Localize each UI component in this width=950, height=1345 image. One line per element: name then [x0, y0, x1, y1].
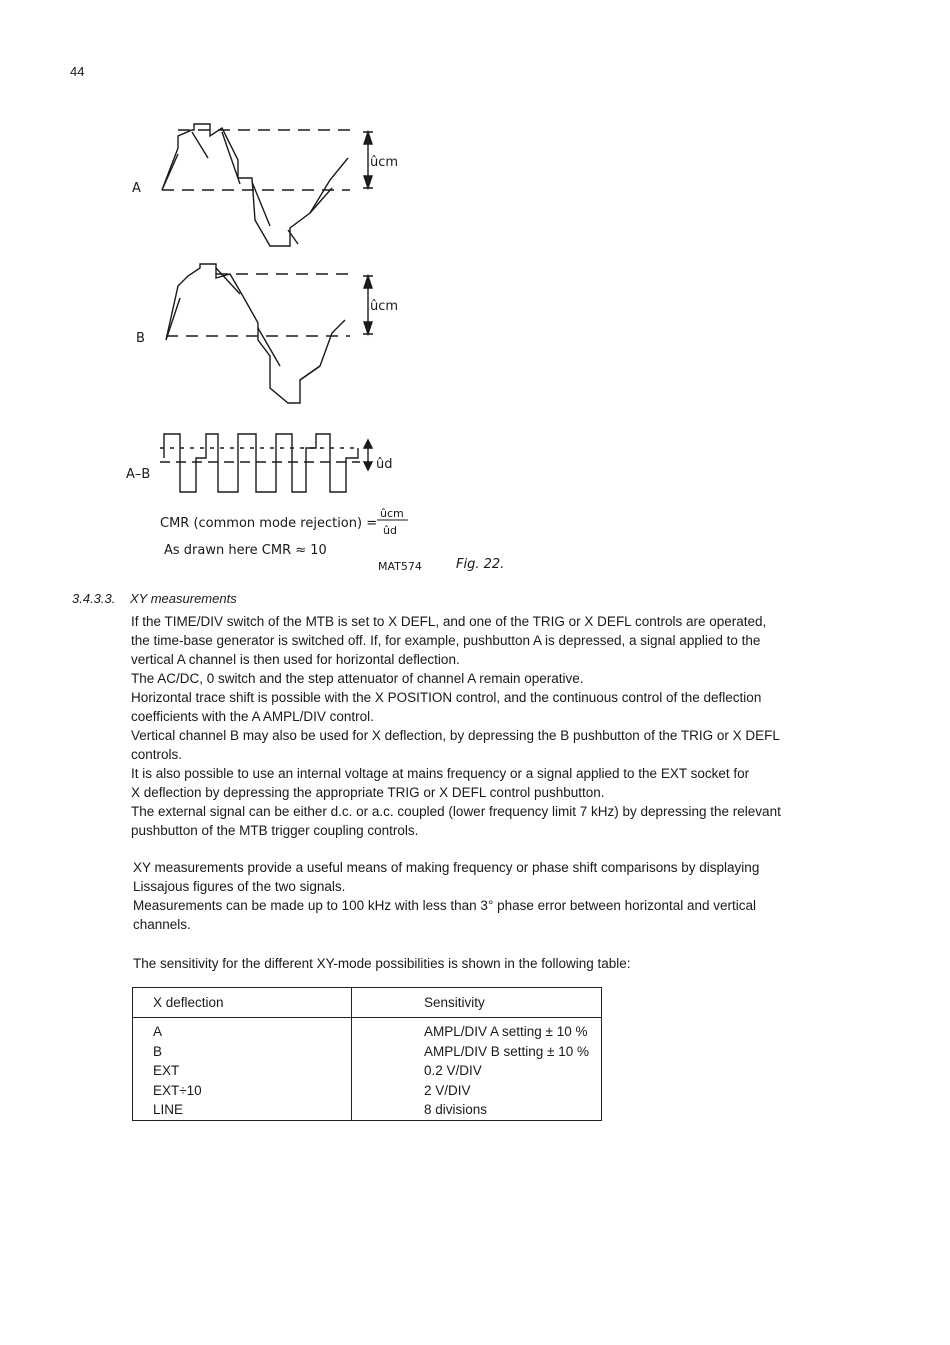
waveform-a-minus-b: [160, 434, 372, 492]
ucm-a-label: ûcm: [370, 155, 399, 170]
page-number: 44: [70, 64, 85, 79]
column-header-sensitivity: Sensitivity: [352, 988, 602, 1018]
table-cell: 2 V/DIV: [352, 1081, 602, 1101]
sensitivity-intro: The sensitivity for the different XY-mode possibilities is shown in the following table:: [133, 956, 631, 971]
text-line: XY measurements provide a useful means of making frequency or phase shift comparisons by displaying: [133, 860, 760, 875]
cmr-label: CMR (common mode rejection) =: [160, 516, 378, 531]
table-cell: A: [133, 1018, 352, 1042]
table-row: [133, 1061, 602, 1081]
table-row: [133, 1100, 602, 1120]
text-line: The AC/DC, 0 switch and the step attenuator of channel A remain operative.: [131, 671, 584, 686]
paragraph-xy-deflection: [131, 612, 851, 840]
waveform-b: [166, 264, 373, 403]
figure-code: MAT574: [378, 560, 422, 573]
section-number: 3.4.3.3.: [72, 591, 116, 606]
text-line: If the TIME/DIV switch of the MTB is set to X DEFL, and one of the TRIG or X DEFL controls are operated,: [131, 614, 767, 629]
figure-22-cmr-waveforms: [120, 118, 520, 588]
text-line: controls.: [131, 747, 183, 762]
text-line: vertical A channel is then used for horizontal deflection.: [131, 652, 460, 667]
table-cell: AMPL/DIV B setting ± 10 %: [352, 1042, 602, 1062]
text-line: pushbutton of the MTB trigger coupling controls.: [131, 823, 419, 838]
table-row: [133, 1042, 602, 1062]
text-line: Vertical channel B may also be used for X deflection, by depressing the B pushbutton of the TRIG or X DEFL: [131, 728, 780, 743]
section-heading: [72, 591, 237, 606]
section-title: XY measurements: [130, 591, 237, 606]
figure-caption: Fig. 22.: [456, 557, 505, 572]
table-cell: 0.2 V/DIV: [352, 1061, 602, 1081]
text-line: Horizontal trace shift is possible with the X POSITION control, and the continuous control of the deflection: [131, 690, 762, 705]
cmr-denominator: ûd: [383, 524, 397, 537]
table-cell: EXT: [133, 1061, 352, 1081]
cmr-numerator: ûcm: [380, 507, 404, 520]
cmr-as-drawn: As drawn here CMR ≈ 10: [164, 543, 327, 558]
table-row: [133, 1018, 602, 1042]
text-line: X deflection by depressing the appropriate TRIG or X DEFL control pushbutton.: [131, 785, 605, 800]
ucm-b-label: ûcm: [370, 299, 399, 314]
table-cell: LINE: [133, 1100, 352, 1120]
paragraph-lissajous: [133, 858, 853, 934]
text-line: Lissajous figures of the two signals.: [133, 879, 346, 894]
table-row: [133, 1081, 602, 1101]
sensitivity-table: [132, 987, 602, 1121]
table-cell: EXT÷10: [133, 1081, 352, 1101]
text-line: coefficients with the A AMPL/DIV control.: [131, 709, 374, 724]
text-line: channels.: [133, 917, 191, 932]
waveform-a: [162, 124, 373, 246]
table-cell: AMPL/DIV A setting ± 10 %: [352, 1018, 602, 1042]
text-line: It is also possible to use an internal voltage at mains frequency or a signal applied to the EXT socket for: [131, 766, 750, 781]
label-a: A: [132, 181, 141, 196]
table-header-row: [133, 988, 602, 1018]
text-line: the time-base generator is switched off. If, for example, pushbutton A is depressed, a signal applied to the: [131, 633, 761, 648]
table-cell: 8 divisions: [352, 1100, 602, 1120]
ud-label: ûd: [376, 457, 393, 472]
text-line: The external signal can be either d.c. or a.c. coupled (lower frequency limit 7 kHz) by depressing the relevant: [131, 804, 781, 819]
table-cell: B: [133, 1042, 352, 1062]
label-b: B: [136, 331, 145, 346]
label-a-minus-b: A–B: [126, 467, 151, 482]
column-header-x-deflection: X deflection: [133, 988, 352, 1018]
text-line: Measurements can be made up to 100 kHz with less than 3° phase error between horizontal and vertical: [133, 898, 756, 913]
